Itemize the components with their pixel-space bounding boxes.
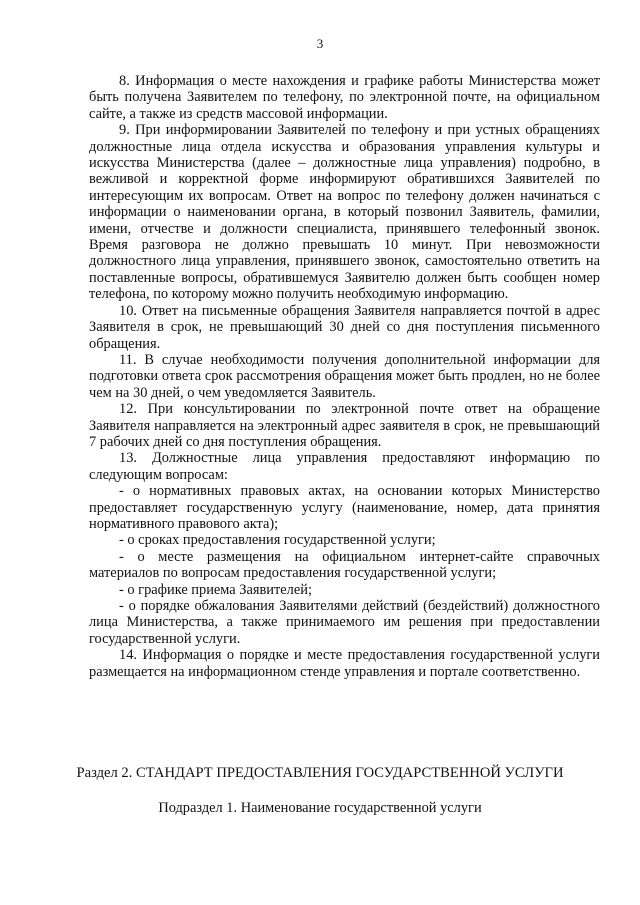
paragraph-12: 12. При консультировании по электронной почте ответ на обращение Заявителя направляется на электронный адрес заявителя в срок, не превышающий 7 рабочих дней со дня поступления обращения. xyxy=(89,401,600,450)
paragraph-9: 9. При информировании Заявителей по телефону и при устных обращениях должностные лица отдела искусства и образования управления культуры и искусства Министерства (далее – должностные лица управления) подробно, в вежливой и корректной форме информируют обратившихся Заявителей по интересующим их вопросам. Ответ на вопрос по телефону должен начинаться с информации о наименовании органа, в который позвонил Заявитель, фамилии, имени, отчестве и должности специалиста, принявшего телефонный звонок. Время разговора не должно превышать 10 минут. При невозможности должностного лица управления, принявшего звонок, самостоятельно ответить на поставленные вопросы, обратившемуся Заявителю должен быть сообщен номер телефона, по которому можно получить необходимую информацию. xyxy=(89,122,600,303)
list-item: - о сроках предоставления государственной услуги; xyxy=(119,532,436,549)
paragraph-14: 14. Информация о порядке и месте предоставления государственной услуги размещается на информационном стенде управления и портале соответственно. xyxy=(89,647,600,680)
list-item: - о порядке обжалования Заявителями действий (бездействий) должностного лица Министерства, а также принимаемого им решения при предоставлении государственной услуги. xyxy=(89,598,600,647)
list-item: - о нормативных правовых актах, на основании которых Министерство предоставляет государственную услугу (наименование, номер, дата принятия нормативного правового акта); xyxy=(89,483,600,532)
subsection-title: Подраздел 1. Наименование государственной услуги xyxy=(158,800,482,816)
section-title: Раздел 2. СТАНДАРТ ПРЕДОСТАВЛЕНИЯ ГОСУДАРСТВЕННОЙ УСЛУГИ xyxy=(76,765,564,781)
list-item: - о графике приема Заявителей; xyxy=(119,581,312,598)
paragraph-10: 10. Ответ на письменные обращения Заявителя направляется почтой в адрес Заявителя в срок, не превышающий 30 дней со дня поступления письменного обращения. xyxy=(89,302,600,352)
document-body xyxy=(89,73,600,680)
paragraph-11: 11. В случае необходимости получения дополнительной информации для подготовки ответа срок рассмотрения обращения может быть продлен, но не более чем на 30 дней, о чем уведомляется Заявитель. xyxy=(89,351,600,401)
paragraph-13: 13. Должностные лица управления предоставляют информацию по следующим вопросам: xyxy=(89,450,600,483)
page-number: 3 xyxy=(316,36,324,51)
paragraph-8: 8. Информация о месте нахождения и графике работы Министерства может быть получена Заявителем по телефону, по электронной почте, на официальном сайте, а также из средств массовой информации. xyxy=(89,73,600,122)
list-item: - о месте размещения на официальном интернет-сайте справочных материалов по вопросам предоставления государственной услуги; xyxy=(89,548,600,582)
